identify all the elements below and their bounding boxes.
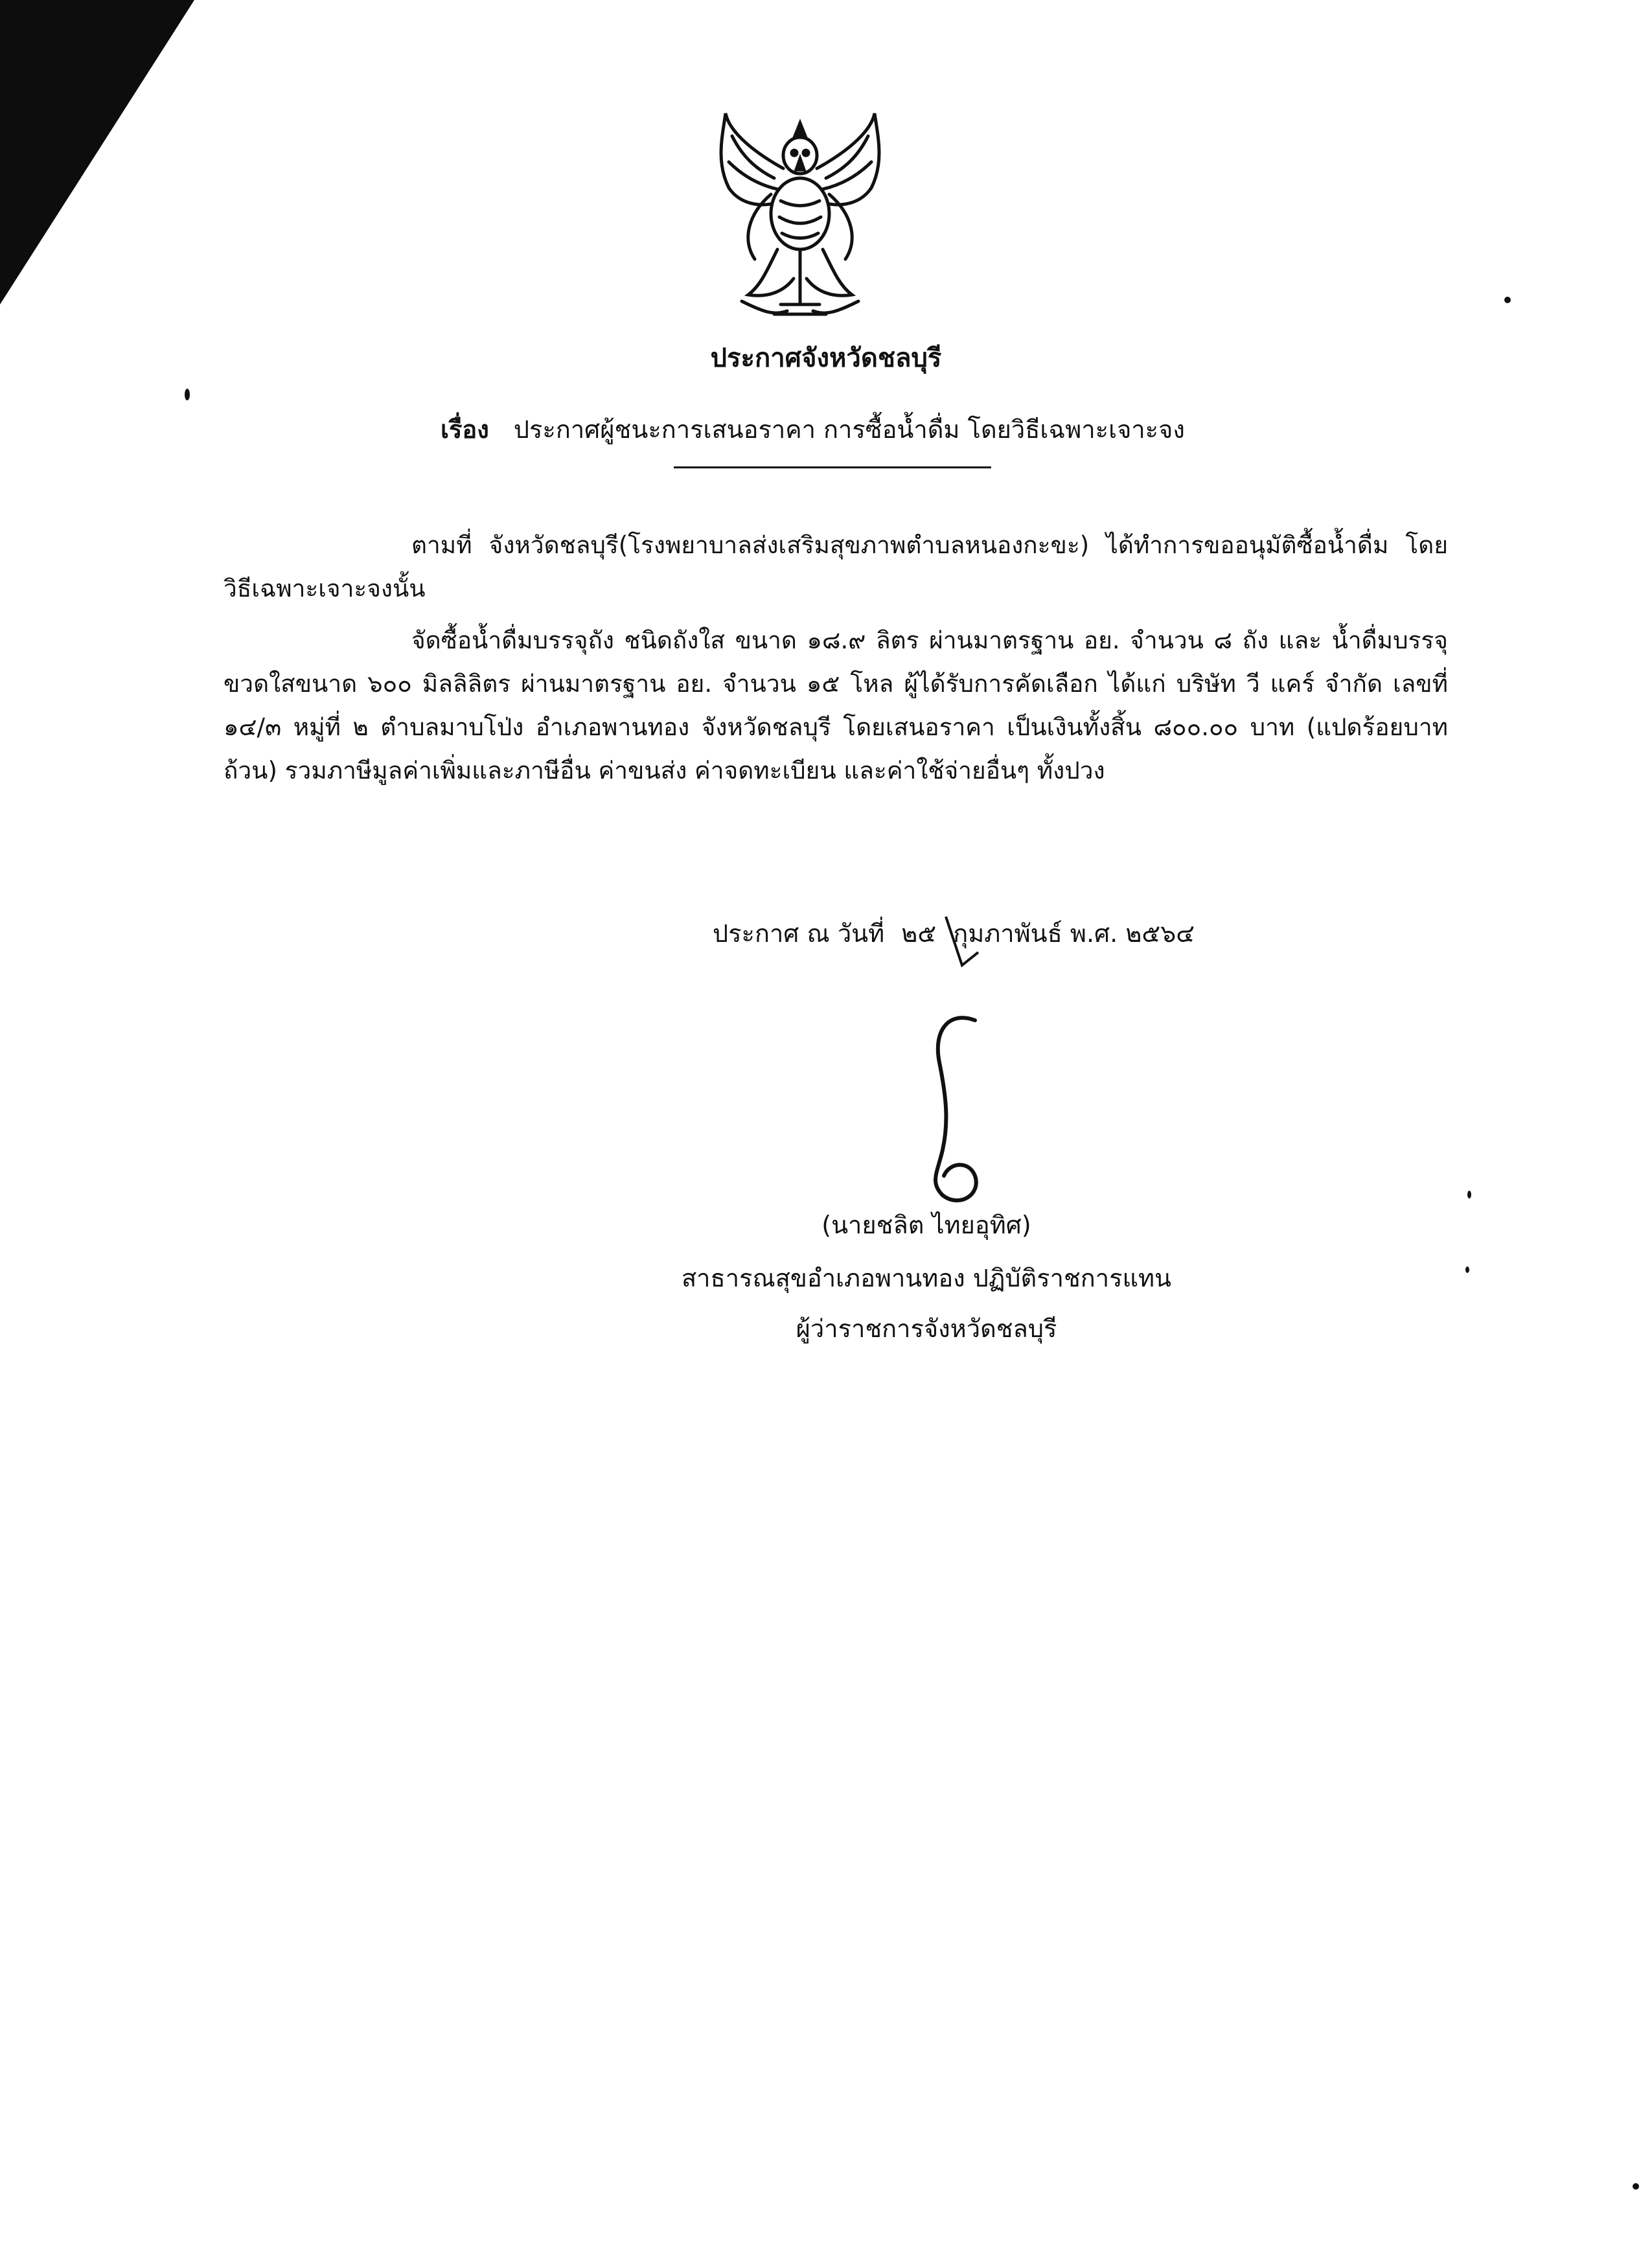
page-title: ประกาศจังหวัดชลบุรี	[710, 343, 942, 373]
garuda-emblem-icon	[703, 110, 897, 324]
announcement-prefix: ประกาศ ณ วันที่	[713, 919, 885, 948]
subject-label: เรื่อง	[441, 415, 489, 444]
signatory-position: สาธารณสุขอำเภอพานทอง ปฏิบัติราชการแทน	[681, 1264, 1172, 1292]
title-divider	[674, 466, 991, 468]
scan-speck	[1465, 1266, 1469, 1273]
paragraph-award-text: จัดซื้อน้ำดื่มบรรจุถัง ชนิดถังใส ขนาด ๑๘.๙ ลิตร ผ่านมาตรฐาน อย. จำนวน ๘ ถัง และ น้ำดื่มบรรจุขวดใสขนาด ๖๐๐ มิลลิลิตร ผ่านมาตรฐาน อย. จำนวน ๑๕ โหล ผู้ได้รับการคัดเลือก ได้แก่ บริษัท วี แคร์ จำกัด เลขที่ ๑๔/๓ หมู่ที่ ๒ ตำบลมาบโป่ง อำเภอพานทอง จังหวัดชลบุรี โดยเสนอราคา เป็นเงินทั้งสิ้น ๘๐๐.๐๐ บาท (แปดร้อยบาทถ้วน) รวมภาษีมูลค่าเพิ่มและภาษีอื่น ค่าขนส่ง ค่าจดทะเบียน และค่าใช้จ่ายอื่นๆ ทั้งปวง	[224, 626, 1448, 785]
scan-speck	[185, 389, 190, 400]
announcement-month-year: กุมภาพันธ์ พ.ศ. ๒๕๖๔	[953, 919, 1195, 948]
scan-speck	[1633, 2183, 1639, 2190]
date-handwritten-mark	[943, 913, 981, 972]
signatory-name: (นายชลิต ไทยอุทิศ)	[821, 1211, 1031, 1239]
scan-corner-shadow	[0, 0, 214, 337]
scan-speck	[1504, 297, 1511, 303]
signatory-office: ผู้ว่าราชการจังหวัดชลบุรี	[796, 1314, 1057, 1343]
announcement-day: ๒๕	[901, 919, 937, 948]
paragraph-award	[224, 619, 1448, 792]
paragraph-intro	[224, 523, 1448, 610]
subject-line	[441, 409, 1185, 449]
handwritten-signature	[904, 1011, 994, 1205]
paragraph-intro-text: ตามที่ จังหวัดชลบุรี(โรงพยาบาลส่งเสริมสุขภาพตำบลหนองกะขะ) ได้ทำการขออนุมัติซื้อน้ำดื่ม โดยวิธีเฉพาะเจาะจงนั้น	[224, 531, 1448, 602]
subject-text: ประกาศผู้ชนะการเสนอราคา การซื้อน้ำดื่ม โดยวิธีเฉพาะเจาะจง	[513, 415, 1185, 444]
scan-speck	[1467, 1191, 1471, 1198]
